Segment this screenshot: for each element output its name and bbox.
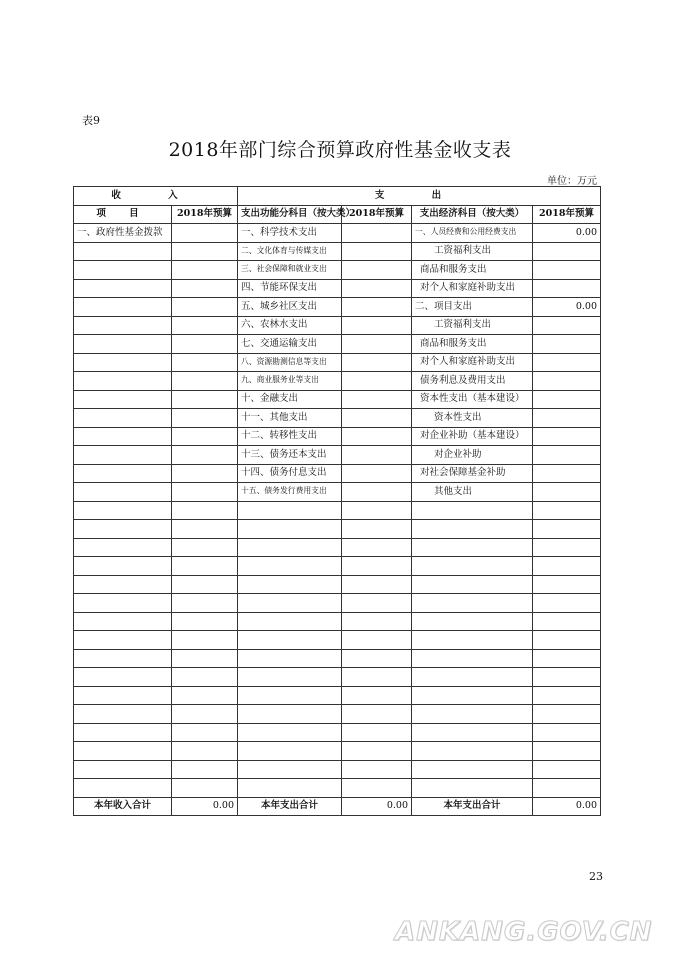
income-budget-cell — [172, 279, 238, 298]
empty-cell — [172, 760, 238, 779]
empty-cell — [172, 575, 238, 594]
table-row — [74, 409, 601, 428]
empty-cell — [172, 779, 238, 798]
blank-row — [74, 760, 601, 779]
empty-cell — [172, 538, 238, 557]
empty-cell — [238, 575, 342, 594]
empty-cell — [172, 520, 238, 539]
item-header: 项 目 — [74, 205, 172, 224]
empty-cell — [533, 686, 601, 705]
income-budget-cell — [172, 427, 238, 446]
func-item-cell: 六、农林水支出 — [238, 316, 342, 335]
func-item-cell: 七、交通运输支出 — [238, 335, 342, 354]
empty-cell — [533, 538, 601, 557]
func-item-cell: 十五、债务发行费用支出 — [238, 483, 342, 502]
func-item-cell: 十三、债务还本支出 — [238, 446, 342, 465]
income-item-cell — [74, 353, 172, 372]
func-budget-cell — [342, 353, 412, 372]
empty-cell — [533, 723, 601, 742]
empty-cell — [172, 631, 238, 650]
empty-cell — [238, 779, 342, 798]
func-budget-cell — [342, 316, 412, 335]
empty-cell — [533, 557, 601, 576]
empty-cell — [74, 575, 172, 594]
econ-budget-cell: 0.00 — [533, 224, 601, 243]
empty-cell — [74, 668, 172, 687]
func-budget-cell — [342, 427, 412, 446]
income-budget-header: 2018年预算 — [172, 205, 238, 224]
econ-budget-cell — [533, 316, 601, 335]
econ-budget-cell — [533, 353, 601, 372]
econ-item-cell: 其他支出 — [412, 483, 533, 502]
func-item-cell: 十四、债务付息支出 — [238, 464, 342, 483]
econ-budget-cell — [533, 446, 601, 465]
empty-cell — [342, 649, 412, 668]
income-budget-cell — [172, 353, 238, 372]
empty-cell — [533, 631, 601, 650]
func-category-header: 支出功能分科目（按大类） — [238, 205, 342, 224]
empty-cell — [74, 723, 172, 742]
func-item-cell: 一、科学技术支出 — [238, 224, 342, 243]
econ-budget-cell: 0.00 — [533, 298, 601, 317]
econ-item-cell: 对个人和家庭补助支出 — [412, 279, 533, 298]
func-budget-cell — [342, 464, 412, 483]
func-budget-cell — [342, 483, 412, 502]
func-item-cell: 九、商业服务业等支出 — [238, 372, 342, 391]
econ-item-cell: 一、人员经费和公用经费支出 — [412, 224, 533, 243]
empty-cell — [74, 686, 172, 705]
econ-budget-cell — [533, 261, 601, 280]
func-budget-cell — [342, 224, 412, 243]
empty-cell — [238, 649, 342, 668]
table-row — [74, 335, 601, 354]
income-item-cell — [74, 335, 172, 354]
table-row — [74, 261, 601, 280]
blank-row — [74, 501, 601, 520]
income-item-cell — [74, 409, 172, 428]
blank-row — [74, 538, 601, 557]
func-total-label: 本年支出合计 — [238, 797, 342, 816]
empty-cell — [238, 705, 342, 724]
blank-row — [74, 779, 601, 798]
empty-cell — [342, 501, 412, 520]
empty-cell — [533, 612, 601, 631]
table-row — [74, 483, 601, 502]
blank-row — [74, 557, 601, 576]
empty-cell — [412, 520, 533, 539]
empty-cell — [412, 538, 533, 557]
econ-item-cell: 对个人和家庭补助支出 — [412, 353, 533, 372]
econ-item-cell: 对企业补助 — [412, 446, 533, 465]
blank-row — [74, 631, 601, 650]
income-budget-cell — [172, 483, 238, 502]
econ-item-cell: 工资福利支出 — [412, 316, 533, 335]
econ-item-cell: 二、项目支出 — [412, 298, 533, 317]
empty-cell — [238, 501, 342, 520]
empty-cell — [238, 760, 342, 779]
empty-cell — [74, 612, 172, 631]
econ-budget-header: 2018年预算 — [533, 205, 601, 224]
income-total-value: 0.00 — [172, 797, 238, 816]
econ-item-cell: 对社会保障基金补助 — [412, 464, 533, 483]
func-item-cell: 二、文化体育与传媒支出 — [238, 242, 342, 261]
empty-cell — [74, 760, 172, 779]
econ-budget-cell — [533, 335, 601, 354]
total-row — [74, 797, 601, 816]
func-item-cell: 八、资源勘测信息等支出 — [238, 353, 342, 372]
income-item-cell — [74, 483, 172, 502]
empty-cell — [172, 686, 238, 705]
empty-cell — [533, 520, 601, 539]
table-row — [74, 372, 601, 391]
empty-cell — [238, 538, 342, 557]
empty-cell — [412, 594, 533, 613]
empty-cell — [238, 631, 342, 650]
empty-cell — [342, 594, 412, 613]
empty-cell — [172, 501, 238, 520]
empty-cell — [238, 557, 342, 576]
empty-cell — [342, 686, 412, 705]
empty-cell — [533, 575, 601, 594]
table-row — [74, 224, 601, 243]
empty-cell — [238, 594, 342, 613]
func-item-cell: 十、金融支出 — [238, 390, 342, 409]
empty-cell — [412, 705, 533, 724]
econ-item-cell: 资本性支出 — [412, 409, 533, 428]
func-item-cell: 四、节能环保支出 — [238, 279, 342, 298]
empty-cell — [172, 742, 238, 761]
empty-cell — [172, 594, 238, 613]
income-budget-cell — [172, 316, 238, 335]
empty-cell — [533, 649, 601, 668]
empty-cell — [533, 668, 601, 687]
empty-cell — [238, 742, 342, 761]
site-watermark: ANKANG.GOV.CN — [395, 917, 653, 947]
econ-item-cell: 商品和服务支出 — [412, 261, 533, 280]
empty-cell — [238, 723, 342, 742]
blank-row — [74, 594, 601, 613]
income-item-cell — [74, 372, 172, 391]
empty-cell — [533, 501, 601, 520]
empty-cell — [412, 557, 533, 576]
income-item-cell — [74, 464, 172, 483]
func-item-cell: 三、社会保障和就业支出 — [238, 261, 342, 280]
expense-header: 支 出 — [238, 187, 601, 206]
income-header: 收 入 — [74, 187, 238, 206]
empty-cell — [412, 612, 533, 631]
empty-cell — [172, 649, 238, 668]
func-budget-cell — [342, 261, 412, 280]
income-item-cell: 一、政府性基金拨款 — [74, 224, 172, 243]
func-budget-cell — [342, 390, 412, 409]
income-budget-cell — [172, 390, 238, 409]
empty-cell — [74, 742, 172, 761]
table-row — [74, 427, 601, 446]
empty-cell — [74, 705, 172, 724]
table-row — [74, 446, 601, 465]
func-item-cell: 十一、其他支出 — [238, 409, 342, 428]
income-item-cell — [74, 427, 172, 446]
empty-cell — [533, 742, 601, 761]
empty-cell — [172, 557, 238, 576]
empty-cell — [342, 612, 412, 631]
econ-budget-cell — [533, 464, 601, 483]
empty-cell — [342, 760, 412, 779]
blank-row — [74, 705, 601, 724]
income-item-cell — [74, 298, 172, 317]
income-item-cell — [74, 390, 172, 409]
empty-cell — [172, 705, 238, 724]
blank-row — [74, 686, 601, 705]
income-total-label: 本年收入合计 — [74, 797, 172, 816]
unit-label: 单位：万元 — [547, 176, 597, 187]
empty-cell — [74, 594, 172, 613]
empty-cell — [172, 612, 238, 631]
empty-cell — [342, 520, 412, 539]
blank-row — [74, 723, 601, 742]
econ-budget-cell — [533, 483, 601, 502]
econ-category-header: 支出经济科目（按大类） — [412, 205, 533, 224]
income-item-cell — [74, 446, 172, 465]
blank-row — [74, 668, 601, 687]
empty-cell — [74, 557, 172, 576]
empty-cell — [412, 631, 533, 650]
page-number: 23 — [589, 870, 603, 883]
income-budget-cell — [172, 409, 238, 428]
func-item-cell: 五、城乡社区支出 — [238, 298, 342, 317]
empty-cell — [412, 668, 533, 687]
income-budget-cell — [172, 335, 238, 354]
empty-cell — [412, 649, 533, 668]
blank-row — [74, 612, 601, 631]
econ-budget-cell — [533, 390, 601, 409]
empty-cell — [342, 723, 412, 742]
table-row — [74, 316, 601, 335]
table-row — [74, 464, 601, 483]
empty-cell — [342, 668, 412, 687]
budget-table — [73, 186, 601, 816]
empty-cell — [342, 705, 412, 724]
empty-cell — [74, 538, 172, 557]
empty-cell — [533, 594, 601, 613]
econ-budget-cell — [533, 242, 601, 261]
func-budget-cell — [342, 409, 412, 428]
document-title: 2018年部门综合预算政府性基金收支表 — [168, 139, 512, 161]
empty-cell — [342, 538, 412, 557]
blank-row — [74, 520, 601, 539]
func-budget-cell — [342, 335, 412, 354]
empty-cell — [412, 742, 533, 761]
income-budget-cell — [172, 298, 238, 317]
blank-row — [74, 649, 601, 668]
table-row — [74, 390, 601, 409]
table-row — [74, 279, 601, 298]
empty-cell — [533, 760, 601, 779]
empty-cell — [412, 779, 533, 798]
empty-cell — [412, 760, 533, 779]
econ-budget-cell — [533, 427, 601, 446]
func-budget-cell — [342, 298, 412, 317]
income-budget-cell — [172, 261, 238, 280]
empty-cell — [74, 501, 172, 520]
empty-cell — [74, 520, 172, 539]
income-budget-cell — [172, 224, 238, 243]
empty-cell — [533, 779, 601, 798]
empty-cell — [342, 742, 412, 761]
empty-cell — [172, 723, 238, 742]
table-number-label: 表9 — [82, 114, 100, 127]
empty-cell — [412, 501, 533, 520]
func-budget-cell — [342, 242, 412, 261]
table-row — [74, 298, 601, 317]
table-row — [74, 353, 601, 372]
econ-item-cell: 资本性支出（基本建设） — [412, 390, 533, 409]
empty-cell — [412, 723, 533, 742]
empty-cell — [342, 557, 412, 576]
blank-row — [74, 742, 601, 761]
func-budget-header: 2018年预算 — [342, 205, 412, 224]
income-item-cell — [74, 242, 172, 261]
empty-cell — [412, 575, 533, 594]
income-item-cell — [74, 316, 172, 335]
income-item-cell — [74, 279, 172, 298]
econ-item-cell: 债务利息及费用支出 — [412, 372, 533, 391]
empty-cell — [74, 649, 172, 668]
income-item-cell — [74, 261, 172, 280]
empty-cell — [342, 779, 412, 798]
econ-item-cell: 商品和服务支出 — [412, 335, 533, 354]
income-budget-cell — [172, 446, 238, 465]
econ-item-cell: 工资福利支出 — [412, 242, 533, 261]
func-item-cell: 十二、转移性支出 — [238, 427, 342, 446]
func-budget-cell — [342, 446, 412, 465]
income-budget-cell — [172, 242, 238, 261]
income-budget-cell — [172, 464, 238, 483]
func-total-value: 0.00 — [342, 797, 412, 816]
func-budget-cell — [342, 372, 412, 391]
empty-cell — [533, 705, 601, 724]
empty-cell — [342, 575, 412, 594]
empty-cell — [74, 779, 172, 798]
empty-cell — [342, 631, 412, 650]
econ-item-cell: 对企业补助（基本建设） — [412, 427, 533, 446]
econ-total-value: 0.00 — [533, 797, 601, 816]
empty-cell — [238, 668, 342, 687]
econ-budget-cell — [533, 279, 601, 298]
empty-cell — [172, 668, 238, 687]
econ-total-label: 本年支出合计 — [412, 797, 533, 816]
income-budget-cell — [172, 372, 238, 391]
table-row — [74, 242, 601, 261]
empty-cell — [238, 612, 342, 631]
table-body — [74, 224, 601, 798]
empty-cell — [412, 686, 533, 705]
func-budget-cell — [342, 279, 412, 298]
empty-cell — [238, 520, 342, 539]
empty-cell — [238, 686, 342, 705]
econ-budget-cell — [533, 409, 601, 428]
econ-budget-cell — [533, 372, 601, 391]
empty-cell — [74, 631, 172, 650]
blank-row — [74, 575, 601, 594]
